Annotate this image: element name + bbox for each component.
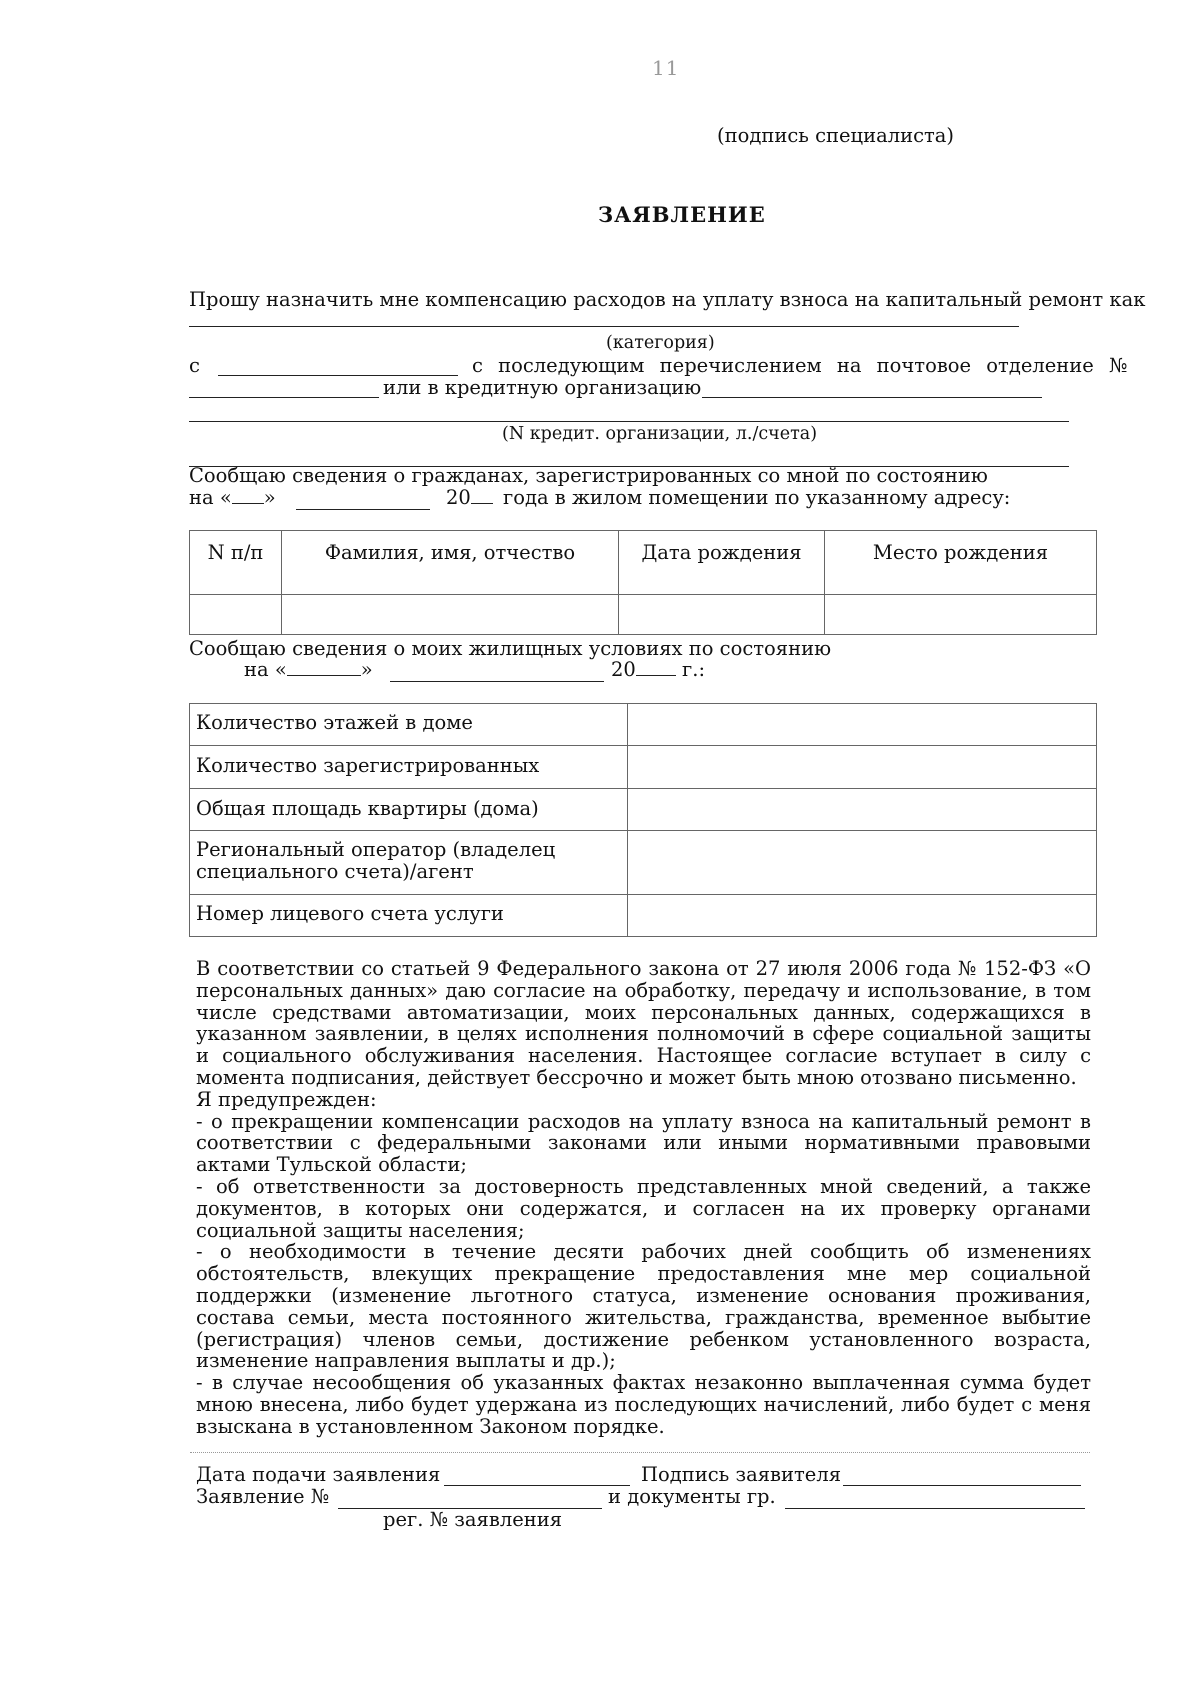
category-caption: (категория)	[606, 333, 715, 353]
housing-year-field[interactable]	[636, 675, 676, 676]
citizens-year-field[interactable]	[471, 503, 493, 504]
citizens-on-label	[189, 487, 276, 509]
documents-field[interactable]	[785, 1508, 1085, 1509]
transfer-text: с последующим перечислением на почтовое отделение №	[472, 354, 1128, 377]
document-title: ЗАЯВЛЕНИЕ	[598, 202, 766, 227]
citizens-on-prefix: на «	[189, 486, 232, 509]
header-number: N п/п	[190, 531, 282, 595]
warning-item: - о необходимости в течение десяти рабочих дней сообщить об изменениях обстоятельств, влекущих прекращение предоставления мне мер социальной поддержки (изменение льготного статуса, изменение основания проживания, состава семьи, места постоянного жительства, гражданства, временное выбытие (регистрация) членов семьи, достижение ребенком установленного возраста, изменение направления выплаты и др.);	[196, 1240, 1091, 1373]
housing-table	[189, 703, 1097, 937]
registered-count-label: Количество зарегистрированных	[190, 746, 628, 789]
housing-day-field[interactable]	[287, 675, 361, 676]
header-full-name: Фамилия, имя, отчество	[282, 531, 619, 595]
cell-full-name[interactable]	[282, 595, 619, 635]
specialist-signature-caption: (подпись специалиста)	[717, 124, 955, 147]
housing-on-quote: »	[360, 658, 373, 681]
citizens-year-prefix: 20	[446, 486, 471, 509]
credit-org-text: или в кредитную организацию	[383, 376, 702, 399]
housing-year-suffix: г.:	[682, 658, 706, 681]
table-row	[190, 895, 1097, 937]
housing-month-field[interactable]	[390, 681, 604, 682]
housing-on-prefix: на «	[244, 658, 287, 681]
footer-separator	[190, 1452, 1090, 1453]
housing-on-label	[244, 659, 373, 681]
post-office-field[interactable]	[189, 397, 379, 398]
warning-item: - об ответственности за достоверность представленных мной сведений, а также документов, в которых они содержатся, и согласен на их проверку органами социальной защиты населения;	[196, 1174, 1091, 1242]
category-field[interactable]	[189, 326, 1019, 327]
regional-operator-label: Региональный оператор (владелец специального счета)/агент	[190, 831, 628, 895]
table-row	[190, 595, 1097, 635]
consent-paragraph: В соответствии со статьей 9 Федерального закона от 27 июля 2006 года № 152-ФЗ «О персональных данных» даю согласие на обработку, передачу и использование, в том числе средствами автоматизации, моих персональных данных, содержащихся в указанном заявлении, в целях исполнения полномочий в сфере социальной защиты и социального обслуживания населения. Настоящее согласие вступает в силу с момента подписания, действует бессрочно и может быть мною отозвано письменно.	[196, 957, 1091, 1089]
citizens-info-line: Сообщаю сведения о гражданах, зарегистрированных со мной по состоянию	[189, 464, 988, 487]
from-word: с	[189, 354, 200, 377]
floors-label: Количество этажей в доме	[190, 704, 628, 746]
cell-birth-place[interactable]	[825, 595, 1097, 635]
credit-org-caption: (N кредит. организации, л./счета)	[502, 424, 818, 444]
signature-field[interactable]	[843, 1485, 1081, 1486]
warning-item: - о прекращении компенсации расходов на уплату взноса на капитальный ремонт в соответствии с федеральными законами или иными нормативными правовыми актами Тульской области;	[196, 1109, 1091, 1177]
account-number-value[interactable]	[628, 895, 1097, 937]
housing-year-prefix: 20	[611, 658, 636, 681]
table-row	[190, 746, 1097, 789]
consent-block	[196, 958, 1091, 1438]
signature-label: Подпись заявителя	[641, 1463, 842, 1486]
cell-birth-date[interactable]	[619, 595, 825, 635]
table-row	[190, 704, 1097, 746]
date-label: Дата подачи заявления	[196, 1463, 441, 1486]
table-row	[190, 789, 1097, 831]
date-field[interactable]	[444, 1485, 630, 1486]
housing-year-label	[611, 659, 705, 681]
account-number-label: Номер лицевого счета услуги	[190, 895, 628, 937]
cell-number[interactable]	[190, 595, 282, 635]
total-area-value[interactable]	[628, 789, 1097, 831]
citizens-year-suffix: года в жилом помещении по указанному адресу:	[503, 486, 1011, 509]
table-row	[190, 831, 1097, 895]
citizens-table-header	[190, 531, 1097, 595]
registered-count-value[interactable]	[628, 746, 1097, 789]
reg-number-caption: рег. № заявления	[383, 1508, 563, 1531]
warning-item: - в случае несообщения об указанных фактах незаконно выплаченная сумма будет мною внесена, либо будет удержана из последующих начислений, либо будет с меня взыскана в установленном Законом порядке.	[196, 1371, 1091, 1438]
citizens-month-field[interactable]	[296, 509, 430, 510]
citizens-on-quote: »	[263, 486, 276, 509]
application-label: Заявление №	[196, 1485, 330, 1508]
housing-info-line: Сообщаю сведения о моих жилищных условиях по состоянию	[189, 637, 832, 660]
citizens-day-field[interactable]	[232, 503, 264, 504]
header-birth-place: Место рождения	[825, 531, 1097, 595]
credit-org-field[interactable]	[702, 397, 1042, 398]
citizens-table	[189, 530, 1097, 635]
credit-org-account-field[interactable]	[189, 421, 1069, 422]
citizens-year-label	[446, 487, 493, 509]
request-line: Прошу назначить мне компенсацию расходов на уплату взноса на капитальный ремонт как	[189, 288, 1146, 311]
documents-label: и документы гр.	[608, 1485, 776, 1508]
page-number: 11	[652, 56, 680, 80]
regional-operator-value[interactable]	[628, 831, 1097, 895]
header-birth-date: Дата рождения	[619, 531, 825, 595]
floors-value[interactable]	[628, 704, 1097, 746]
warned-heading: Я предупрежден:	[196, 1087, 377, 1111]
total-area-label: Общая площадь квартиры (дома)	[190, 789, 628, 831]
